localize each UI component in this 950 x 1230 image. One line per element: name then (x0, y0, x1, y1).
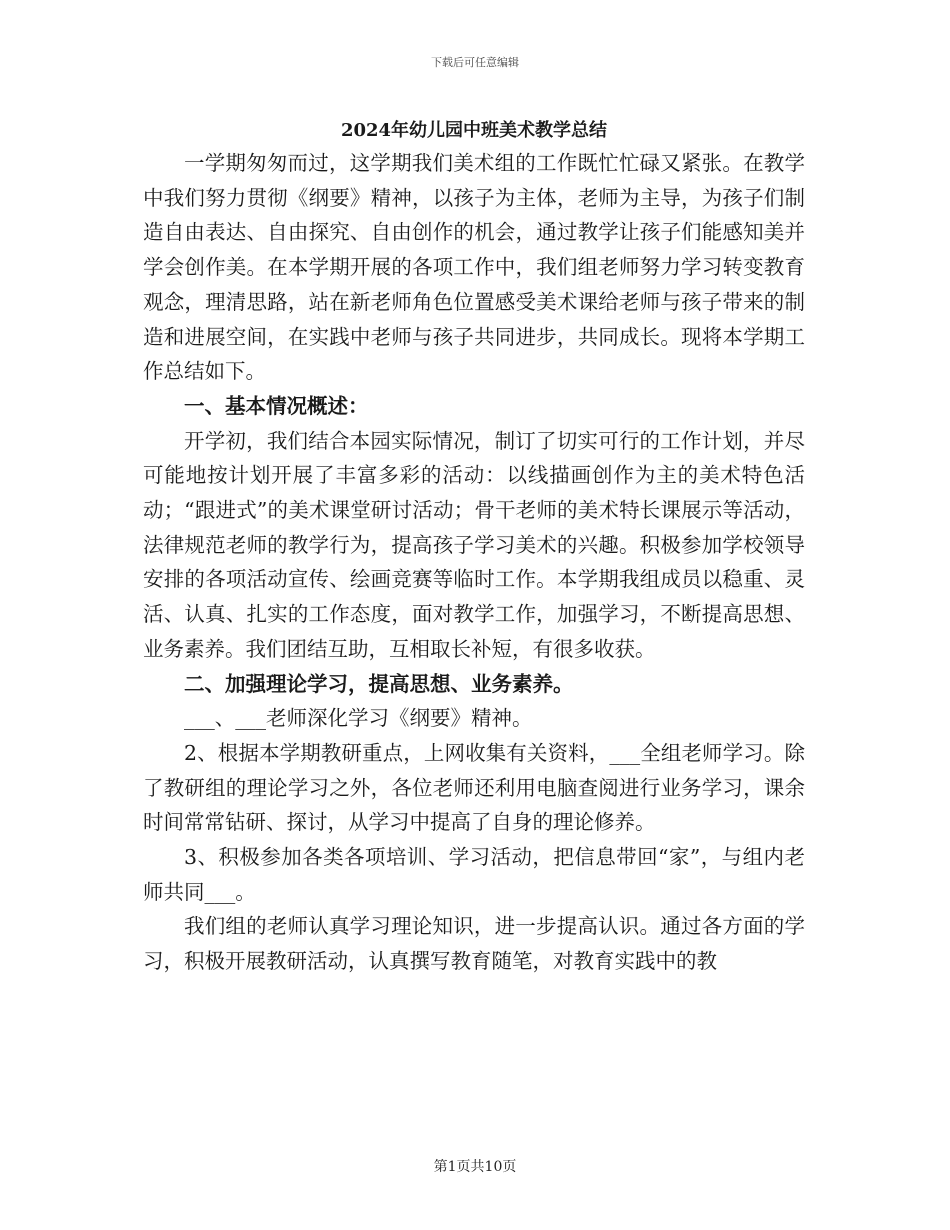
paragraph: 开学初，我们结合本园实际情况，制订了切实可行的工作计划，并尽可能地按计划开展了丰富多彩的活动：以线描画创作为主的美术特色活动；“跟进式”的美术课堂研讨活动；骨干老师的美术特长课展示等活动，法律规范老师的教学行为，提高孩子学习美术的兴趣。积极参加学校领导安排的各项活动宣传、绘画竞赛等临时工作。本学期我组成员以稳重、灵活、认真、扎实的工作态度，面对教学工作，加强学习，不断提高思想、业务素养。我们团结互助，互相取长补短，有很多收获。 (143, 428, 805, 661)
document-body (143, 114, 805, 979)
paragraph: 我们组的老师认真学习理论知识，进一步提高认识。通过各方面的学习，积极开展教研活动，认真撰写教育随笔，对教育实践中的教 (143, 914, 805, 974)
section-heading: 二、加强理论学习，提高思想、业务素养。 (184, 671, 574, 696)
document-title: 2024年幼儿园中班美术教学总结 (340, 120, 608, 141)
header-note: 下载后可任意编辑 (431, 56, 519, 69)
section-heading: 一、基本情况概述： (184, 393, 369, 418)
paragraph: 2、根据本学期教研重点，上网收集有关资料，___全组老师学习。除了教研组的理论学习之外，各位老师还利用电脑查阅进行业务学习，课余时间常常钻研、探讨，从学习中提高了自身的理论修养。 (143, 740, 805, 835)
paragraph: ___、___老师深化学习《纲要》精神。 (184, 706, 533, 731)
paragraph: 3、积极参加各类各项培训、学习活动，把信息带回“家”，与组内老师共同___。 (143, 845, 805, 904)
paragraph: 一学期匆匆而过，这学期我们美术组的工作既忙忙碌又紧张。在教学中我们努力贯彻《纲要》精神，以孩子为主体，老师为主导，为孩子们制造自由表达、自由探究、自由创作的机会，通过教学让孩子们能感知美并学会创作美。在本学期开展的各项工作中，我们组老师努力学习转变教育观念，理清思路，站在新老师角色位置感受美术课给老师与孩子带来的制造和进展空间，在实践中老师与孩子共同进步，共同成长。现将本学期工作总结如下。 (143, 151, 805, 384)
page-footer: 第1页共10页 (433, 1159, 517, 1175)
